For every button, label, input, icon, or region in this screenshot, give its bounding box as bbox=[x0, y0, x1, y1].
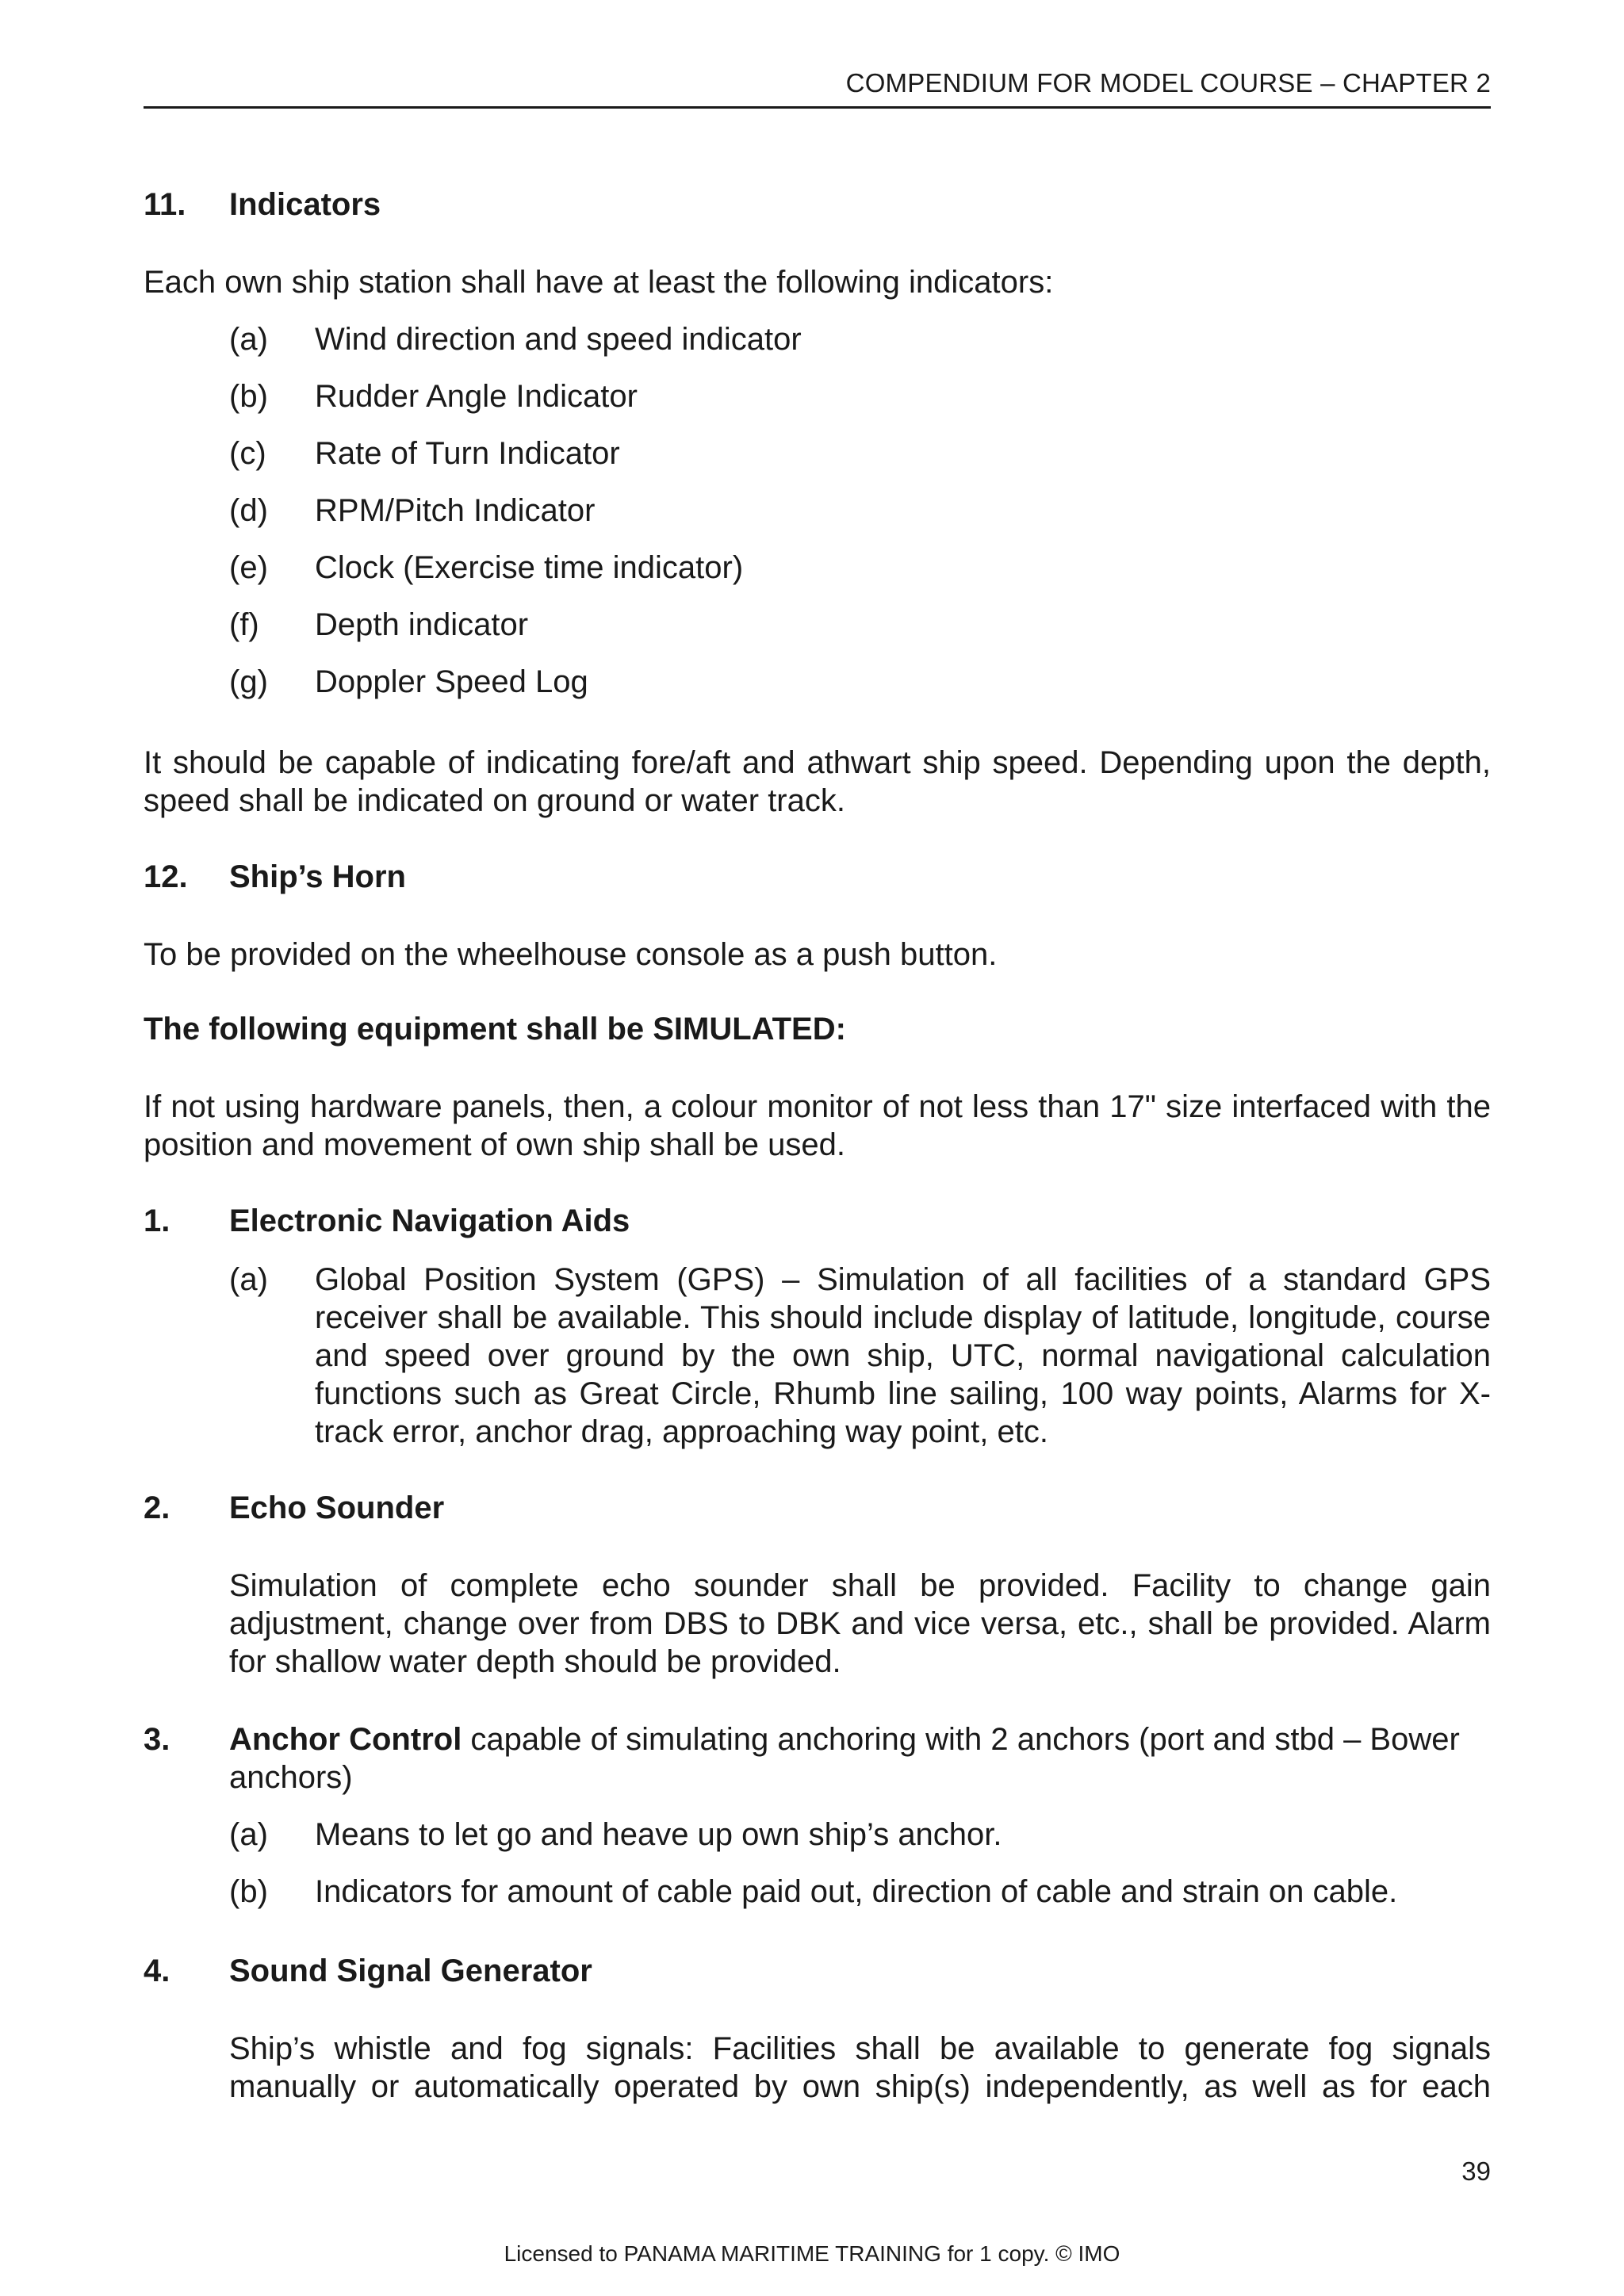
list-marker: (f) bbox=[229, 607, 259, 642]
section-title: Echo Sounder bbox=[229, 1490, 445, 1525]
sim-3-rest: capable of simulating anchoring with 2 anchors (port and stbd – Bower anchors) bbox=[229, 1722, 1460, 1795]
simulated-heading: The following equipment shall be SIMULATED: bbox=[144, 1012, 846, 1047]
header-rule bbox=[144, 106, 1491, 109]
list-marker: (d) bbox=[229, 493, 268, 528]
section-number: 12. bbox=[144, 859, 188, 894]
section-title: Sound Signal Generator bbox=[229, 1954, 592, 1988]
section-number: 2. bbox=[144, 1490, 170, 1525]
list-marker: (e) bbox=[229, 550, 268, 585]
sim-2-heading bbox=[144, 1490, 444, 1526]
section-title: Ship’s Horn bbox=[229, 859, 406, 894]
running-header: COMPENDIUM FOR MODEL COURSE – CHAPTER 2 bbox=[845, 68, 1491, 98]
list-marker: (g) bbox=[229, 664, 268, 699]
list-text: Depth indicator bbox=[315, 607, 529, 642]
list-marker: (a) bbox=[229, 1262, 268, 1297]
page-number: 39 bbox=[1461, 2156, 1491, 2186]
sim-4-heading bbox=[144, 1954, 592, 1989]
list-text: Means to let go and heave up own ship’s anchor. bbox=[315, 1817, 1002, 1852]
list-text: Clock (Exercise time indicator) bbox=[315, 550, 744, 585]
list-text: Wind direction and speed indicator bbox=[315, 322, 802, 357]
list-text: Rate of Turn Indicator bbox=[315, 436, 620, 471]
section-11-heading bbox=[144, 187, 381, 223]
list-marker: (c) bbox=[229, 436, 266, 471]
license-footer: Licensed to PANAMA MARITIME TRAINING for 1 copy. © IMO bbox=[504, 2241, 1120, 2266]
section-title: Anchor Control bbox=[229, 1722, 462, 1757]
section-number: 3. bbox=[144, 1722, 170, 1757]
section-title: Indicators bbox=[229, 187, 381, 222]
sim-2-text: Simulation of complete echo sounder shall be provided. Facility to change gain adjustment, change over from DBS to DBK and vice versa, etc., shall be provided. Alarm for shallow water depth should be provided. bbox=[229, 1568, 1491, 1679]
sim-1-heading bbox=[144, 1203, 630, 1239]
sim-3-body bbox=[229, 1720, 1491, 1797]
list-text: Rudder Angle Indicator bbox=[315, 379, 638, 414]
section-12-text: To be provided on the wheelhouse console as a push button. bbox=[144, 937, 998, 972]
list-marker: (a) bbox=[229, 322, 268, 357]
section-number: 4. bbox=[144, 1954, 170, 1988]
section-12-heading bbox=[144, 859, 406, 895]
list-marker: (a) bbox=[229, 1817, 268, 1852]
list-text: RPM/Pitch Indicator bbox=[315, 493, 596, 528]
list-marker: (b) bbox=[229, 1874, 268, 1909]
section-number: 1. bbox=[144, 1203, 170, 1238]
section-11-note: It should be capable of indicating fore/aft and athwart ship speed. Depending upon the depth, speed shall be indicated on ground or water track. bbox=[144, 745, 1491, 818]
section-title: Electronic Navigation Aids bbox=[229, 1203, 630, 1238]
section-number: 11. bbox=[144, 187, 186, 222]
section-11-intro: Each own ship station shall have at least the following indicators: bbox=[144, 265, 1054, 300]
sim-4-text: Ship’s whistle and fog signals: Facilities shall be available to generate fog signals manually or automatically operated by own ship(s) independently, as well as for each bbox=[229, 2031, 1491, 2104]
list-text: Indicators for amount of cable paid out, direction of cable and strain on cable. bbox=[315, 1874, 1398, 1909]
list-text: Doppler Speed Log bbox=[315, 664, 588, 699]
simulated-intro: If not using hardware panels, then, a colour monitor of not less than 17" size interfaced with the position and movement of own ship shall be used. bbox=[144, 1089, 1491, 1162]
list-marker: (b) bbox=[229, 379, 268, 414]
list-text: Global Position System (GPS) – Simulation of all facilities of a standard GPS receiver shall be available. This should include display of latitude, longitude, course and speed over ground by the own ship, UTC, normal navigational calculation functions such as Great Circle, Rhumb line sailing, 100 way points, Alarms for X-track error, anchor drag, approaching way point, etc. bbox=[315, 1262, 1491, 1449]
